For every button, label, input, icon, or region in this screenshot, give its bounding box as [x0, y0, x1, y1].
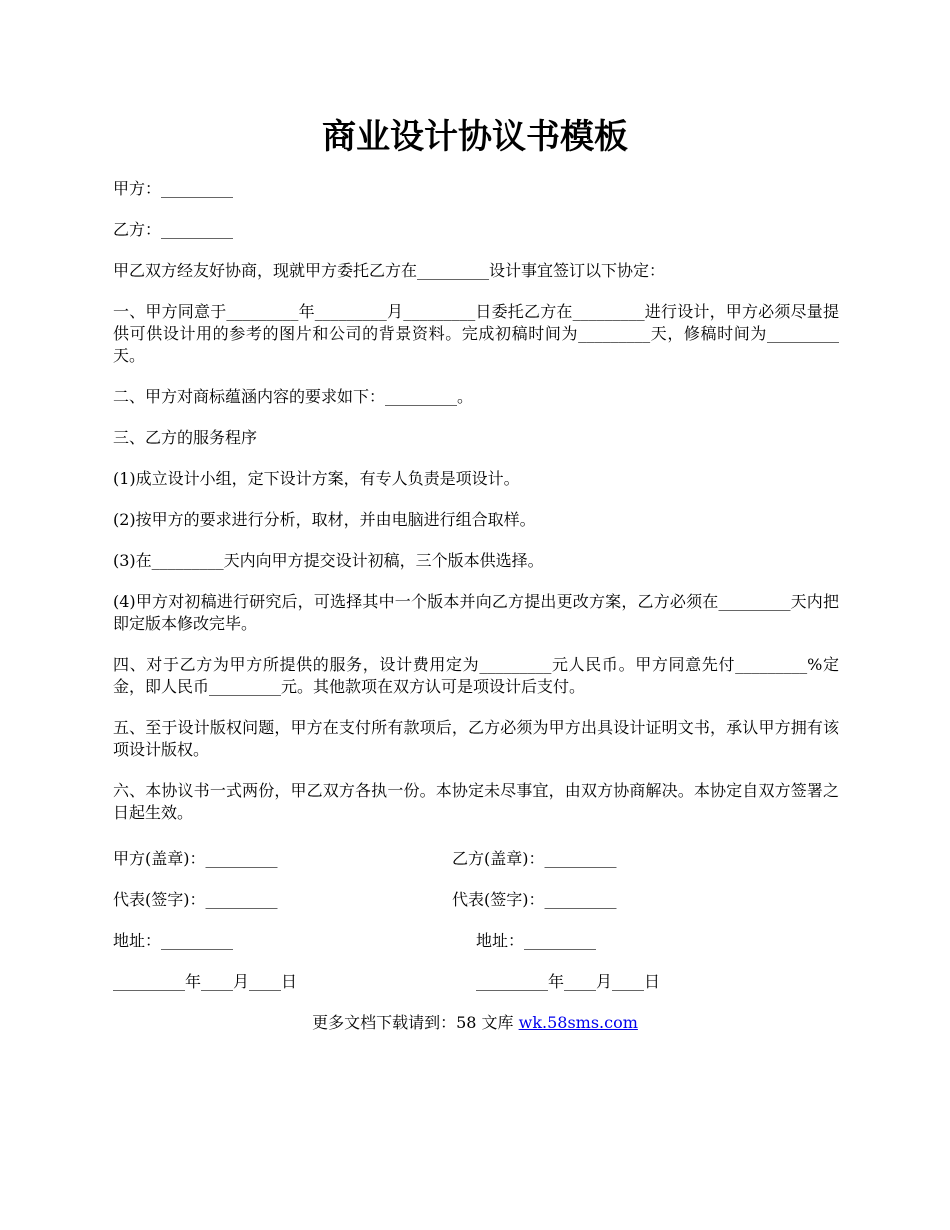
intro-paragraph: 甲乙双方经友好协商，现就甲方委托乙方在_________设计事宜签订以下协定： [113, 261, 666, 280]
document-title: 商业设计协议书模板 [322, 117, 628, 157]
clause-3-heading: 三、乙方的服务程序 [113, 428, 258, 447]
clause-1: 一、甲方同意于_________年_________月_________日委托乙方在_________进行设计，甲方必须尽量提供可供设计用的参考的图片和公司的背景资料。完成初稿时间为_________天，修稿时间为_________天。 [113, 302, 839, 365]
party-b-seal: 乙方(盖章)：_________ [452, 849, 617, 868]
footer-text: 更多文档下载请到：58 文库 [312, 1013, 519, 1032]
footer [0, 1012, 950, 1034]
clause-3-item-4: (4)甲方对初稿进行研究后，可选择其中一个版本并向乙方提出更改方案，乙方必须在_________天内把即定版本修改完毕。 [113, 592, 839, 633]
party-b-line: 乙方：_________ [113, 220, 234, 239]
party-a-representative: 代表(签字)：_________ [113, 890, 278, 909]
party-a-line: 甲方：_________ [113, 179, 234, 198]
clause-4: 四、对于乙方为甲方所提供的服务，设计费用定为_________元人民币。甲方同意先付_________%定金，即人民币_________元。其他款项在双方认可是项设计后支付。 [113, 655, 839, 696]
clause-6: 六、本协议书一式两份，甲乙双方各执一份。本协定未尽事宜，由双方协商解决。本协定自双方签署之日起生效。 [113, 781, 839, 822]
clause-3-item-1: (1)成立设计小组，定下设计方案，有专人负责是项设计。 [113, 469, 520, 488]
footer-link[interactable]: wk.58sms.com [518, 1013, 638, 1032]
party-b-address: 地址：_________ [476, 931, 597, 950]
clause-3-item-2: (2)按甲方的要求进行分析，取材，并由电脑进行组合取样。 [113, 510, 536, 529]
party-a-address: 地址：_________ [113, 931, 234, 950]
party-b-date: _________年____月____日 [476, 972, 661, 991]
party-b-representative: 代表(签字)：_________ [452, 890, 617, 909]
party-a-date: _________年____月____日 [113, 972, 298, 991]
clause-3-item-3: (3)在_________天内向甲方提交设计初稿，三个版本供选择。 [113, 551, 544, 570]
party-a-seal: 甲方(盖章)：_________ [113, 849, 278, 868]
clause-5: 五、至于设计版权问题，甲方在支付所有款项后，乙方必须为甲方出具设计证明文书，承认甲方拥有该项设计版权。 [113, 718, 839, 759]
document-body [113, 178, 839, 843]
clause-2: 二、甲方对商标蕴涵内容的要求如下：_________。 [113, 387, 474, 406]
